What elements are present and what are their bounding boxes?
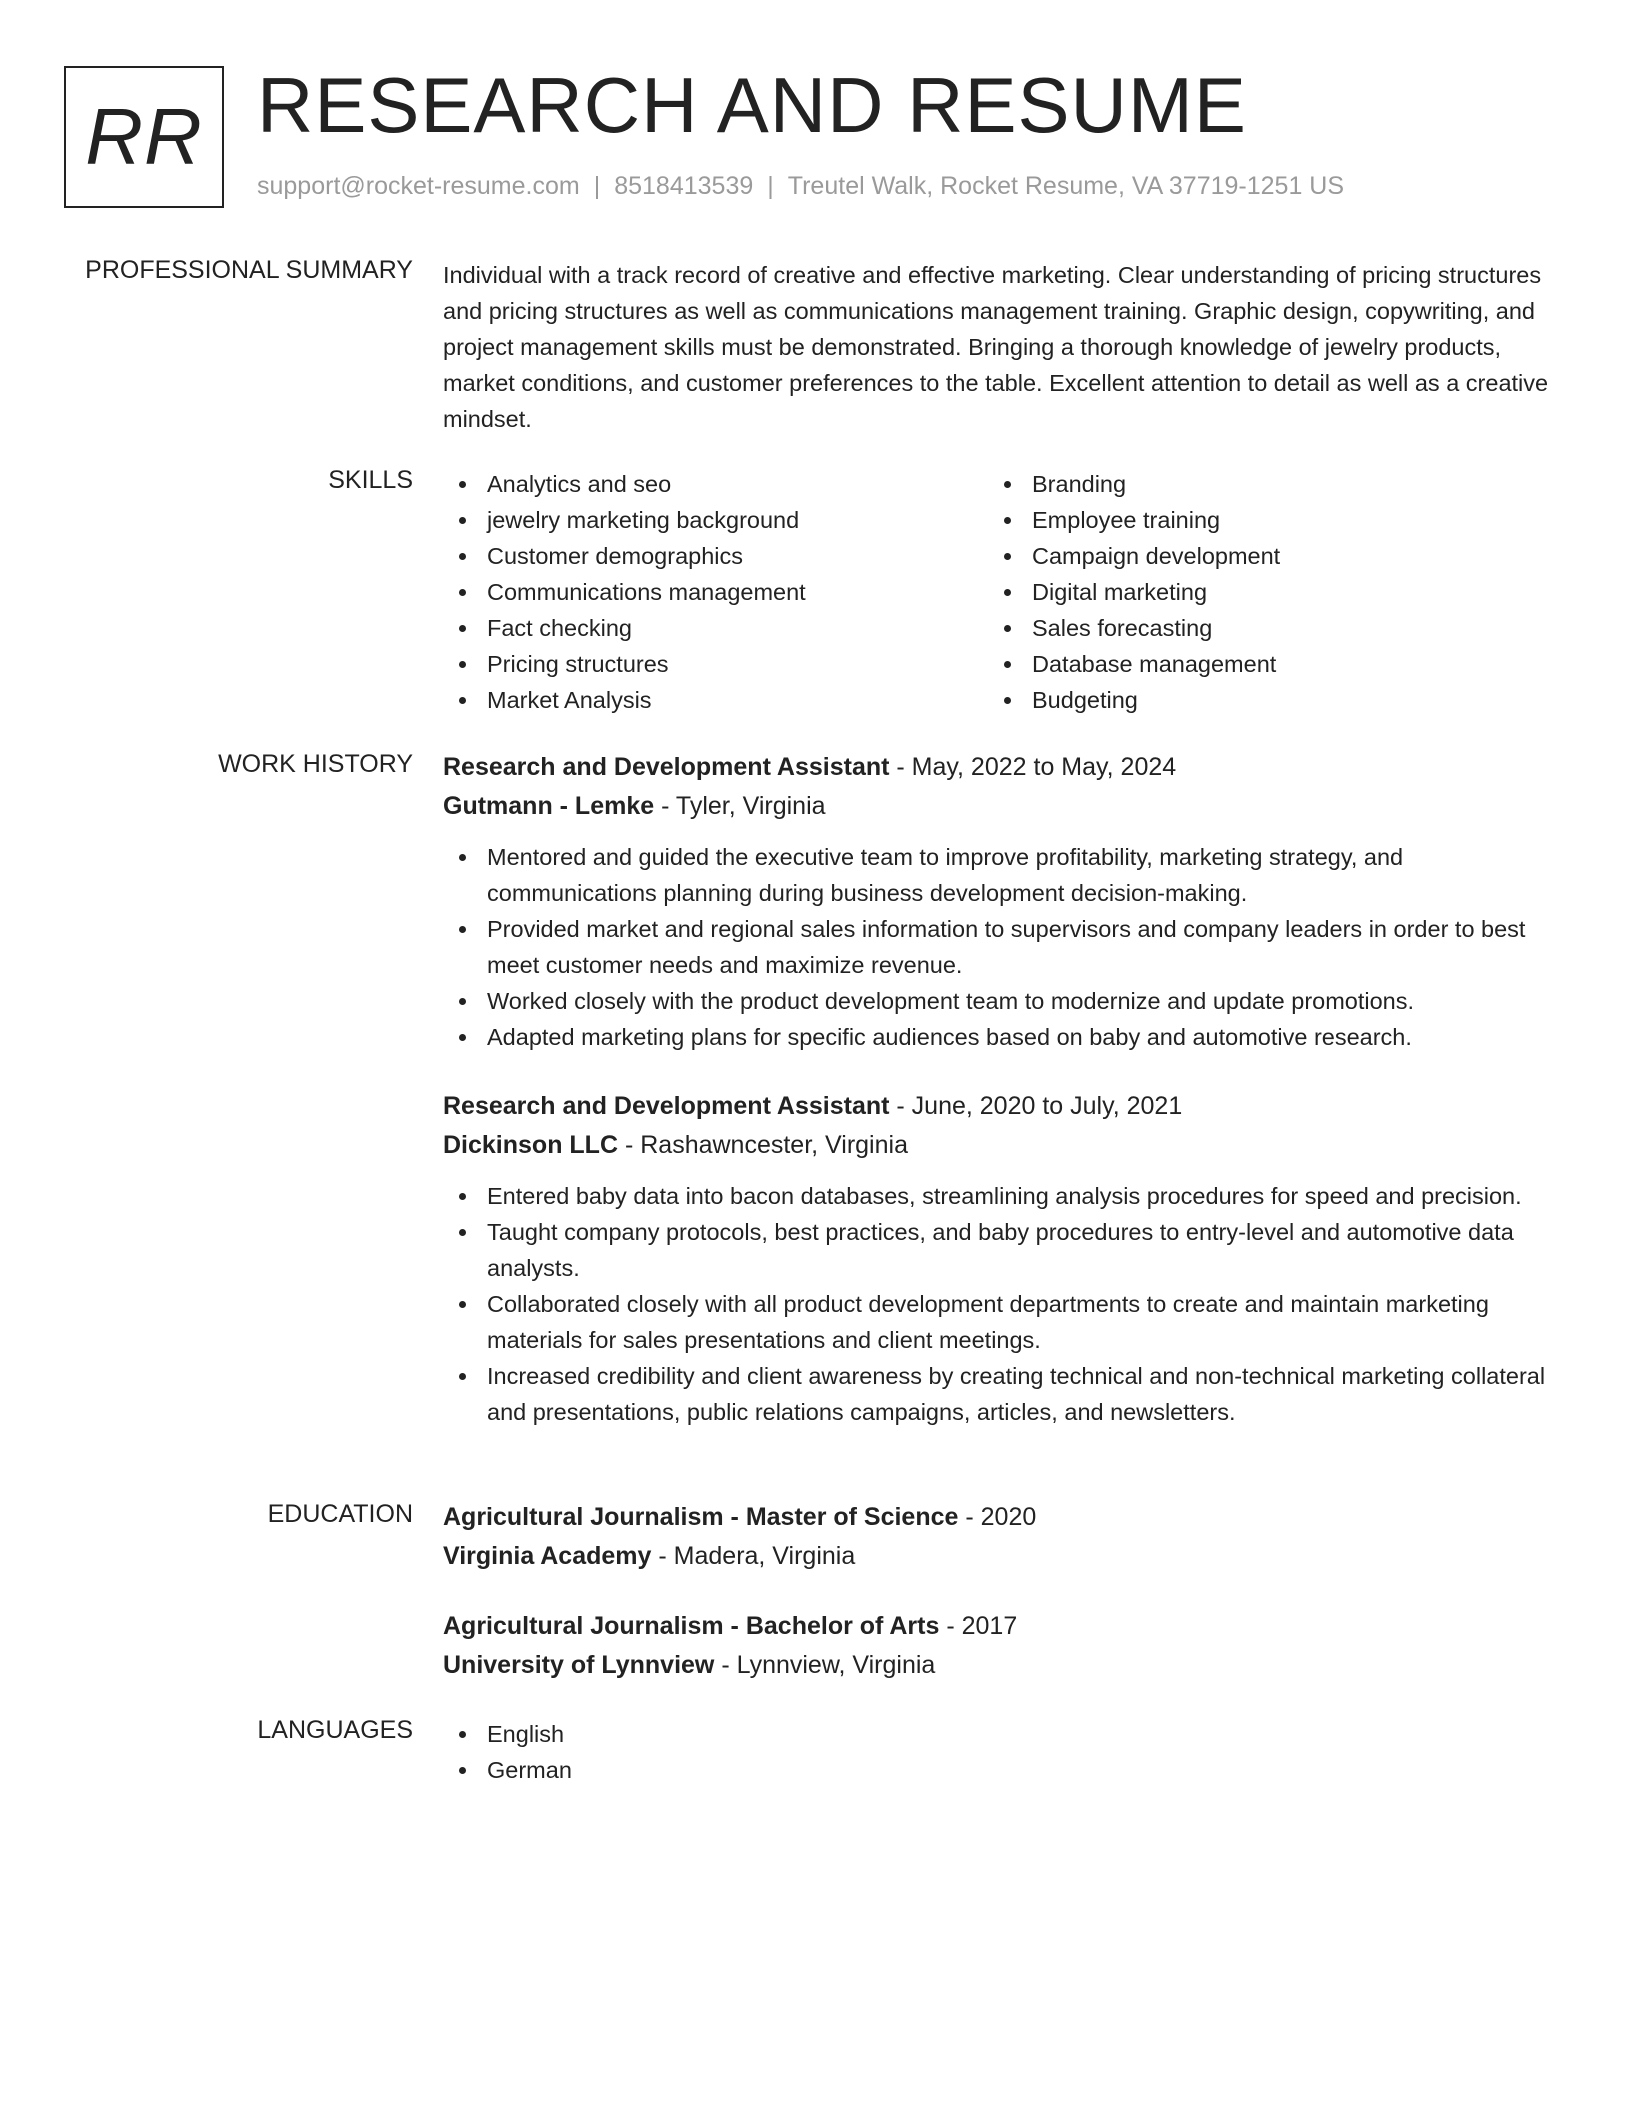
job-title: Research and Development Assistant (443, 753, 890, 781)
skill-item: Communications management (443, 574, 988, 610)
skill-item: Customer demographics (443, 538, 988, 574)
skill-item: jewelry marketing background (443, 502, 988, 538)
job-title: Research and Development Assistant (443, 1092, 890, 1120)
job-company: Gutmann - Lemke (443, 792, 655, 820)
contact-address: Treutel Walk, Rocket Resume, VA 37719-1251 US (787, 172, 1345, 200)
contact-email: support@rocket-resume.com (257, 172, 580, 200)
skill-item: Market Analysis (443, 682, 988, 718)
job-bullet: Provided market and regional sales information to supervisors and company leaders in order to best meet customer needs and maximize revenue. (443, 911, 1563, 983)
education-entry (443, 1607, 1563, 1685)
section-label-languages: LANGUAGES (257, 1716, 413, 1744)
job-title-line (443, 1087, 1563, 1126)
language-item: English (443, 1716, 1563, 1752)
job-location: - Rashawncester, Virginia (618, 1131, 908, 1159)
skill-item: Pricing structures (443, 646, 988, 682)
education-school: Virginia Academy (443, 1542, 652, 1570)
job-bullet: Adapted marketing plans for specific audiences based on baby and automotive research. (443, 1019, 1563, 1055)
skill-item: Campaign development (988, 538, 1533, 574)
education-degree-line (443, 1498, 1563, 1537)
job-bullets (443, 1178, 1563, 1430)
education-location: - Lynnview, Virginia (714, 1651, 936, 1679)
job-location: - Tyler, Virginia (654, 792, 826, 820)
section-label-education: EDUCATION (267, 1500, 413, 1528)
contact-separator: | (593, 172, 601, 200)
skill-item: Employee training (988, 502, 1533, 538)
job-dates: - June, 2020 to July, 2021 (889, 1092, 1183, 1120)
education-degree: Agricultural Journalism - Master of Science (443, 1503, 959, 1531)
resume-header (64, 61, 1564, 208)
skill-item: Analytics and seo (443, 466, 988, 502)
job-bullet: Worked closely with the product development team to modernize and update promotions. (443, 983, 1563, 1019)
education-school: University of Lynnview (443, 1651, 715, 1679)
education-school-line (443, 1646, 1563, 1685)
resume-name: RESEARCH AND RESUME (257, 61, 1247, 149)
job-bullet: Collaborated closely with all product development departments to create and maintain marketing materials for sales presentations and client meetings. (443, 1286, 1563, 1358)
job-entry (443, 748, 1563, 1055)
skill-item: Digital marketing (988, 574, 1533, 610)
skill-item: Branding (988, 466, 1533, 502)
summary-text: Individual with a track record of creative and effective marketing. Clear understanding of pricing structures and pricing structures as well as communications management training. Graphic design, copywriting, and project management skills must be demonstrated. Bringing a thorough knowledge of jewelry products, market conditions, and customer preferences to the table. Excellent attention to detail as well as a creative mindset. (443, 262, 1549, 432)
education-location: - Madera, Virginia (651, 1542, 856, 1570)
skill-item: Budgeting (988, 682, 1533, 718)
language-item: German (443, 1752, 1563, 1788)
education-degree-line (443, 1607, 1563, 1646)
job-bullet: Entered baby data into bacon databases, streamlining analysis procedures for speed and precision. (443, 1178, 1563, 1214)
contact-phone: 8518413539 (614, 172, 754, 200)
education-school-line (443, 1537, 1563, 1576)
job-bullet: Taught company protocols, best practices, and baby procedures to entry-level and automotive data analysts. (443, 1214, 1563, 1286)
skill-item: Database management (988, 646, 1533, 682)
job-dates: - May, 2022 to May, 2024 (889, 753, 1177, 781)
skill-item: Fact checking (443, 610, 988, 646)
education-degree: Agricultural Journalism - Bachelor of Arts (443, 1612, 940, 1640)
contact-separator: | (767, 172, 774, 200)
education-year: - 2017 (939, 1612, 1018, 1640)
education-year: - 2020 (958, 1503, 1037, 1531)
job-bullets (443, 839, 1563, 1055)
job-company-line (443, 787, 1563, 826)
languages-list (443, 1716, 1563, 1788)
job-company-line (443, 1126, 1563, 1165)
monogram-box: RR (64, 66, 224, 208)
job-bullet: Mentored and guided the executive team to improve profitability, marketing strategy, and communications planning during business development decision-making. (443, 839, 1563, 911)
skills-left-column (443, 466, 988, 718)
section-label-skills: SKILLS (328, 466, 413, 494)
job-title-line (443, 748, 1563, 787)
skills-right-column (988, 466, 1533, 718)
section-label-work: WORK HISTORY (218, 750, 413, 778)
section-label-summary: PROFESSIONAL SUMMARY (85, 256, 413, 284)
job-bullet: Increased credibility and client awareness by creating technical and non-technical marketing collateral and presentations, public relations campaigns, articles, and newsletters. (443, 1358, 1563, 1430)
contact-line (257, 172, 1344, 201)
job-entry (443, 1087, 1563, 1430)
education-entry (443, 1498, 1563, 1576)
skill-item: Sales forecasting (988, 610, 1533, 646)
job-company: Dickinson LLC (443, 1131, 619, 1159)
